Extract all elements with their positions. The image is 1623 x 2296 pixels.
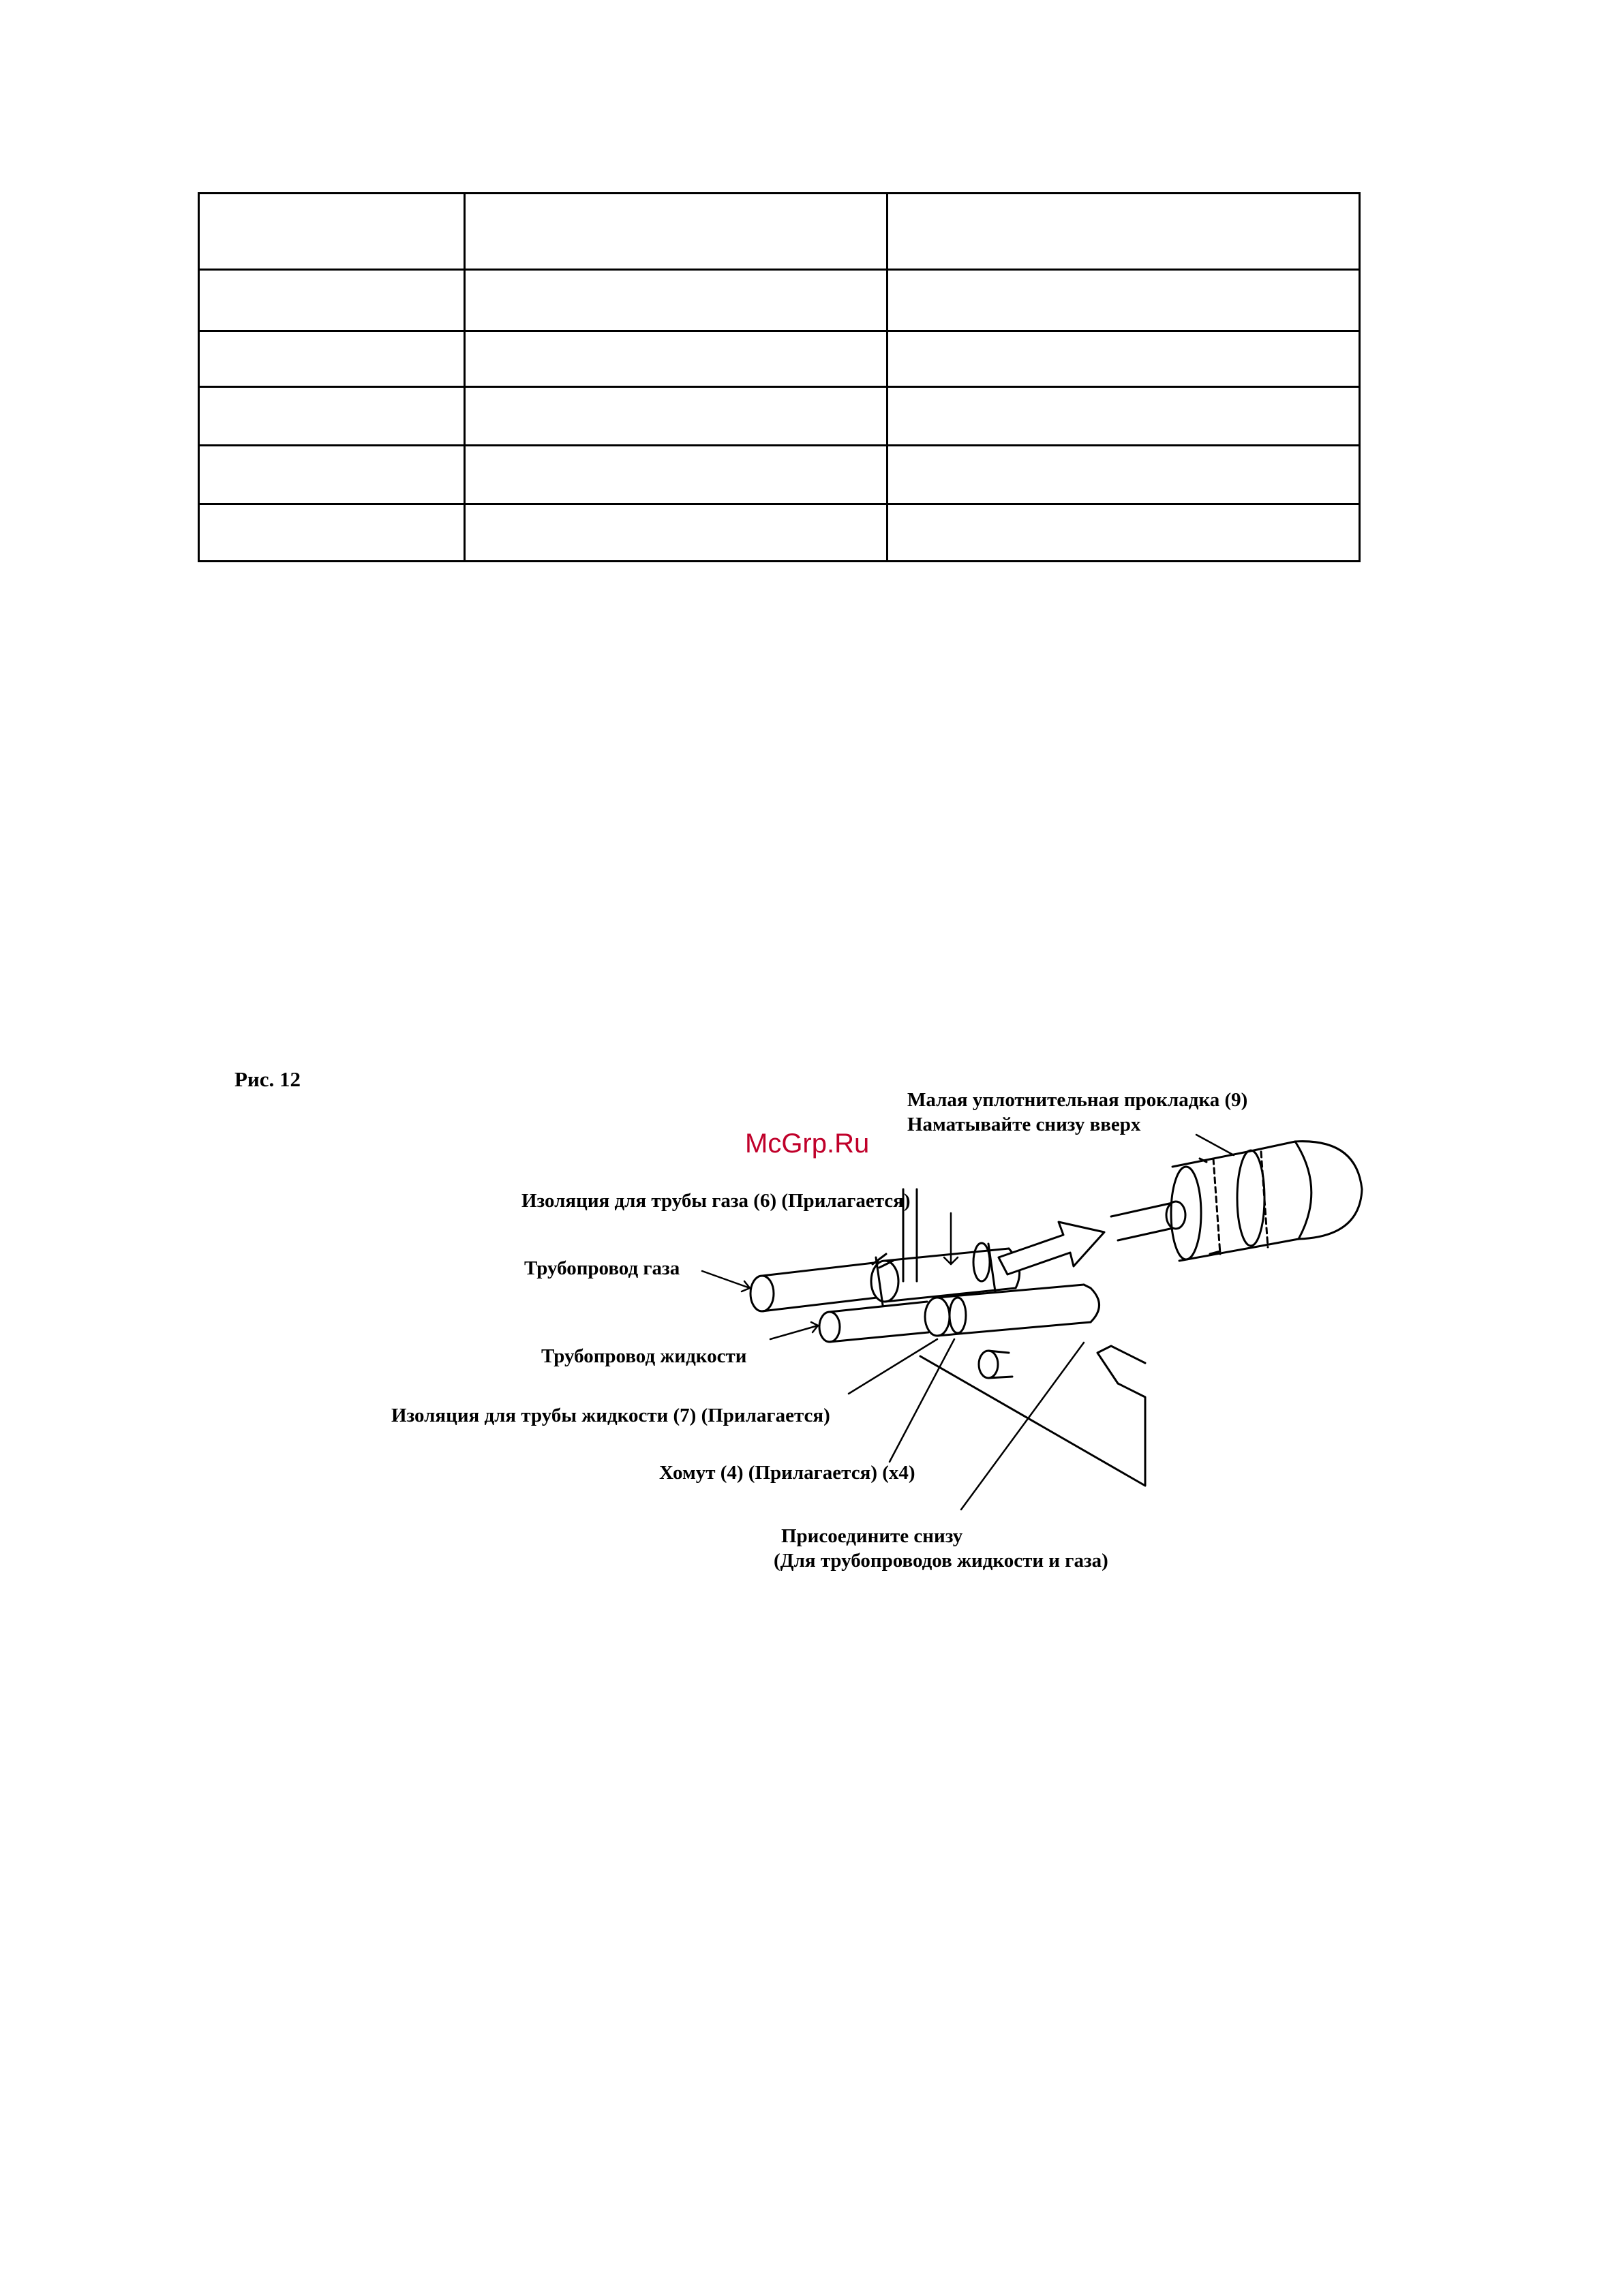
unit-wall [920, 1356, 1145, 1486]
label-seal-pad-instruction: Наматывайте снизу вверх [907, 1114, 1141, 1135]
liquid-pipe [819, 1302, 928, 1342]
label-gas-pipe: Трубопровод газа [524, 1257, 680, 1279]
liquid-insulation [925, 1285, 1099, 1378]
label-clamp: Хомут (4) (Прилагается) (x4) [659, 1462, 915, 1484]
gas-pipe [750, 1262, 883, 1311]
label-attach-bottom-note: (Для трубопроводов жидкости и газа) [774, 1550, 1108, 1572]
label-liquid-pipe: Трубопровод жидкости [541, 1345, 747, 1367]
figure-caption: Рис. 12 [234, 1067, 301, 1091]
unit-wall-edge [1097, 1346, 1145, 1383]
leader-liquid-insulation [849, 1339, 937, 1394]
label-gas-insulation: Изоляция для трубы газа (6) (Прилагается) [521, 1190, 911, 1212]
leader-liquid-pipe [770, 1326, 818, 1339]
direction-arrow [999, 1222, 1104, 1274]
watermark: McGrp.Ru [745, 1129, 870, 1159]
leader-seal-pad [1196, 1135, 1234, 1155]
leader-gas-pipe [702, 1271, 750, 1288]
label-seal-pad: Малая уплотнительная прокладка (9) [907, 1089, 1248, 1111]
label-attach-bottom: Присоедините снизу [781, 1525, 963, 1547]
seal-pad-detail [1111, 1142, 1362, 1261]
label-liquid-insulation: Изоляция для трубы жидкости (7) (Прилагается) [391, 1405, 830, 1426]
